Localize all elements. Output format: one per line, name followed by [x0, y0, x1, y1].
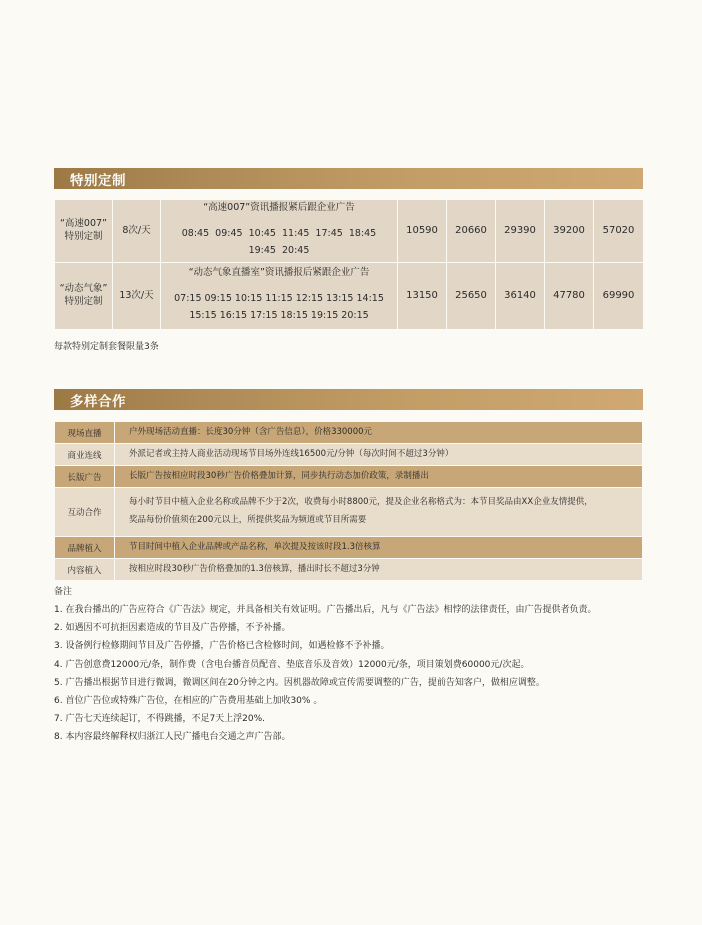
row-label: 商业连线	[55, 444, 115, 466]
price-cell: 47780	[545, 263, 594, 330]
frequency-cell: 8次/天	[113, 200, 161, 263]
row-text: 节目时间中植入企业品牌或产品名称，单次提及按该时段1.3倍核算	[115, 537, 643, 559]
list-item: 8. 本内容最终解释权归浙江人民广播电台交通之声广告部。	[54, 732, 291, 743]
list-item: 3. 设备例行检修期间节目及广告停播，广告价格已含检修时间，如遇检修不予补播。	[54, 641, 390, 652]
table-row	[55, 422, 643, 444]
price-cell: 69990	[594, 263, 644, 330]
remarks-section	[54, 584, 654, 747]
price-cell: 57020	[594, 200, 644, 263]
row-text: 长版广告按相应时段30秒广告价格叠加计算，同步执行动态加价政策，录制播出	[115, 466, 643, 488]
price-cell: 25650	[447, 263, 496, 330]
row-label: 互动合作	[55, 488, 115, 537]
remarks-title: 备注	[54, 587, 73, 597]
price-cell: 39200	[545, 200, 594, 263]
list-item: 6. 首位广告位或特殊广告位，在相应的广告费用基础上加收30% 。	[54, 695, 323, 706]
frequency-cell: 13次/天	[113, 263, 161, 330]
list-item: 5. 广告播出根据节目进行微调，微调区间在20分钟之内。因机器故障或宣传需要调整的广告，提前告知客户，做相应调整。	[54, 677, 545, 688]
table-row	[55, 263, 644, 330]
row-text: 户外现场活动直播：长度30分钟（含广告信息），价格330000元	[115, 422, 643, 444]
price-cell: 10590	[398, 200, 447, 263]
list-item: 4. 广告创意费12000元/条，制作费（含电台播音员配音、垫底音乐及音效）12000元/条，项目策划费60000元/次起。	[54, 659, 530, 670]
airtimes: 08:45 09:45 10:45 11:45 17:45 18:45 19:45 20:45	[181, 227, 377, 257]
section-header-special	[54, 168, 643, 189]
description-cell	[161, 200, 398, 263]
table-row	[55, 488, 643, 537]
row-label: 现场直播	[55, 422, 115, 444]
cooperation-table	[54, 421, 643, 581]
package-name: “动态气象” 特别定制	[55, 263, 113, 330]
description-title: “动态气象直播室”资讯播报后紧跟企业广告	[188, 267, 370, 279]
row-label: 长版广告	[55, 466, 115, 488]
list-item: 1. 在我台播出的广告应符合《广告法》规定，并具备相关有效证明。广告播出后，凡与《广告法》相悖的法律责任，由广告提供者负责。	[54, 605, 597, 615]
row-text: 每小时节目中植入企业名称或品牌不少于2次，收费每小时8800元，提及企业名称格式为：本节目奖品由XX企业友情提供， 奖品每份价值须在200元以上，所提供奖品为频道或节目所需要	[115, 488, 643, 537]
section-title: 特别定制	[70, 172, 126, 189]
table-row	[55, 444, 643, 466]
special-customization-table	[54, 199, 644, 330]
section-title: 多样合作	[70, 393, 126, 410]
list-item: 7. 广告七天连续起订，不得跳播，不足7天上浮20%.	[54, 714, 266, 725]
package-limit-note: 每款特别定制套餐限量3条	[54, 342, 159, 352]
table-row	[55, 200, 644, 263]
description-title: “高速007”资讯播报紧后跟企业广告	[203, 202, 355, 214]
row-text: 外派记者或主持人商业活动现场节目场外连线16500元/分钟（每次时间不超过3分钟）	[115, 444, 643, 466]
table-row	[55, 559, 643, 581]
airtimes: 07:15 09:15 10:15 11:15 12:15 13:15 14:15 15:15 16:15 17:15 18:15 19:15 20:15	[174, 292, 384, 322]
remarks-list	[54, 601, 654, 747]
description-cell	[161, 263, 398, 330]
price-cell: 29390	[496, 200, 545, 263]
price-cell: 20660	[447, 200, 496, 263]
package-name: “高速007” 特别定制	[55, 200, 113, 263]
row-label: 品牌植入	[55, 537, 115, 559]
list-item: 2. 如遇因不可抗拒因素造成的节目及广告停播，不予补播。	[54, 623, 291, 634]
price-cell: 13150	[398, 263, 447, 330]
price-cell: 36140	[496, 263, 545, 330]
row-label: 内容植入	[55, 559, 115, 581]
row-text: 按相应时段30秒广告价格叠加的1.3倍核算，播出时长不超过3分钟	[115, 559, 643, 581]
section-header-cooperation	[54, 389, 643, 410]
table-row	[55, 466, 643, 488]
table-row	[55, 537, 643, 559]
